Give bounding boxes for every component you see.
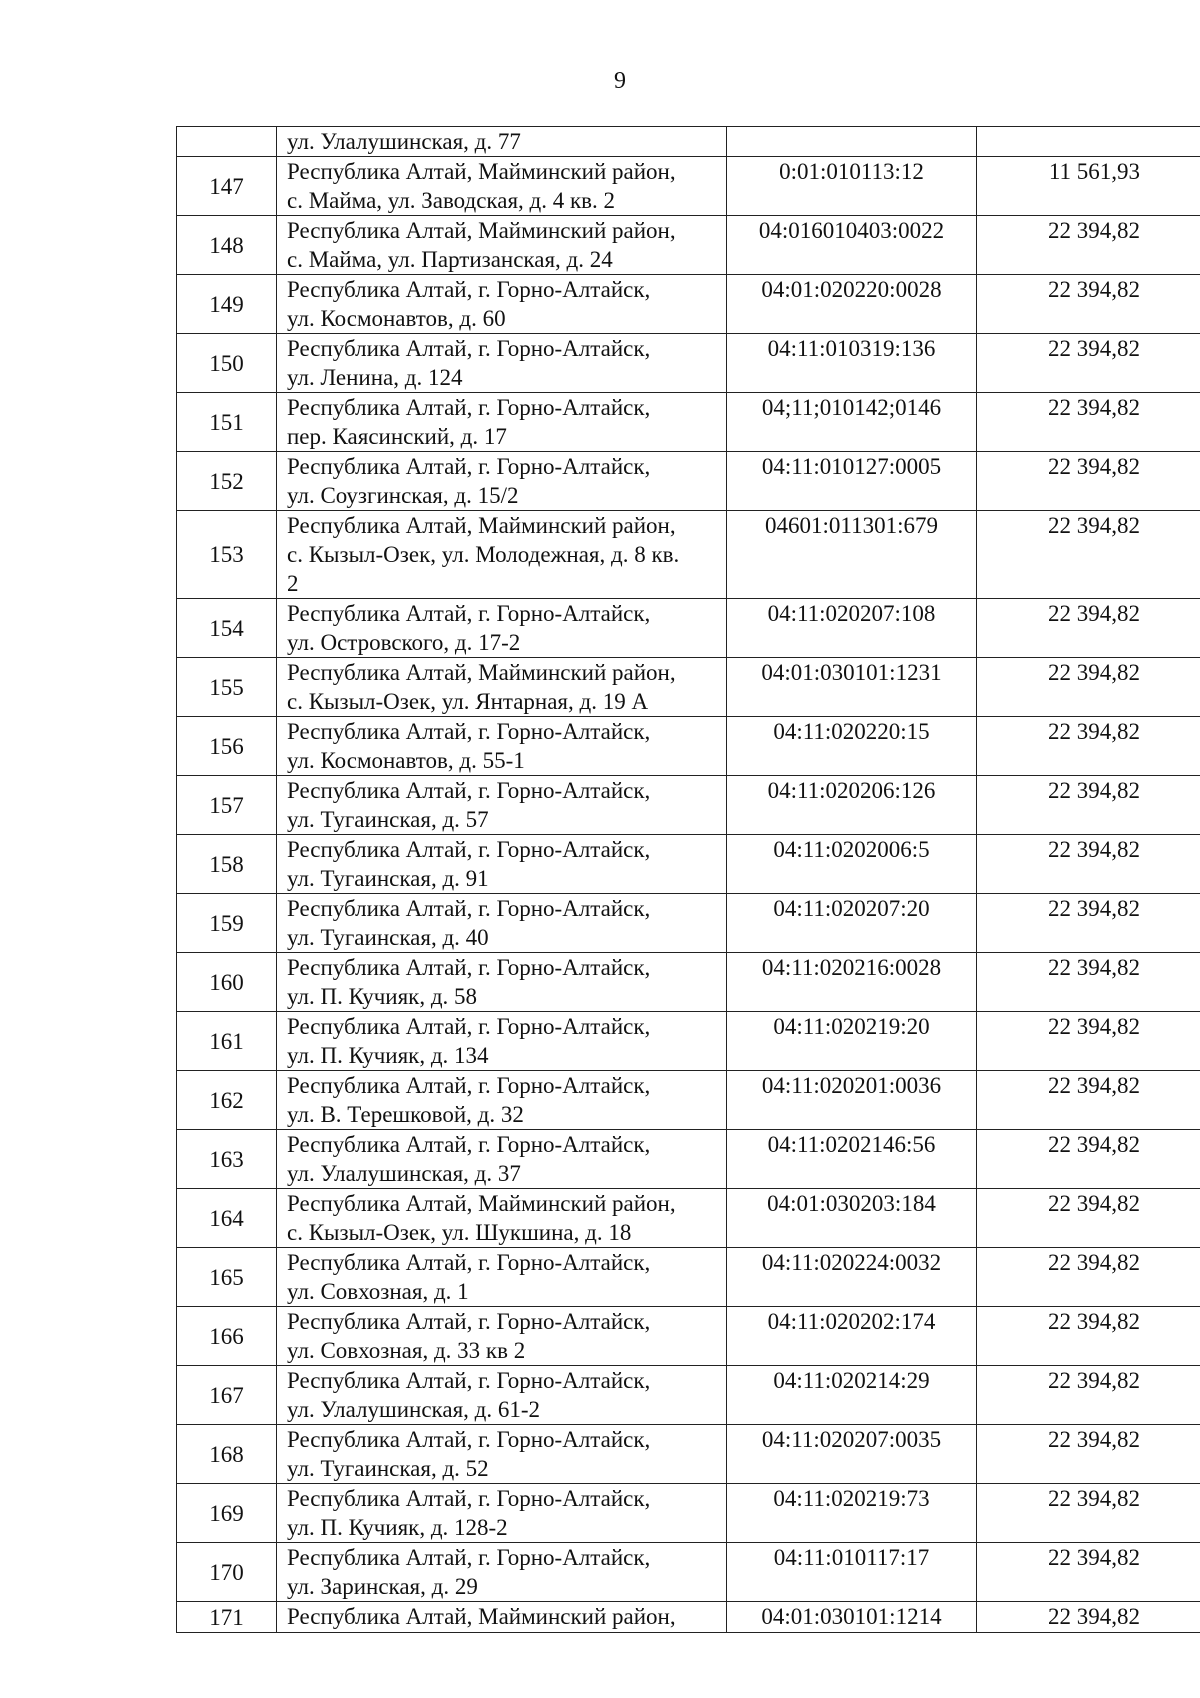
value-cell: 22 394,82 <box>977 452 1200 511</box>
row-number-cell: 157 <box>177 776 277 835</box>
cadastral-number-cell: 04:11:020207:0035 <box>727 1425 977 1484</box>
value-cell: 22 394,82 <box>977 1189 1200 1248</box>
cadastral-number-cell: 04:11:020219:20 <box>727 1012 977 1071</box>
address-line: ул. Островского, д. 17-2 <box>287 630 521 655</box>
table-row <box>177 835 1200 894</box>
table-row <box>177 1602 1200 1633</box>
table-row <box>177 1248 1200 1307</box>
value-cell: 22 394,82 <box>977 1012 1200 1071</box>
address-line: Республика Алтай, г. Горно-Алтайск, <box>287 1073 651 1098</box>
address-line: Республика Алтай, г. Горно-Алтайск, <box>287 778 651 803</box>
address-line: ул. Тугаинская, д. 52 <box>287 1456 489 1481</box>
address-line: Республика Алтай, Майминский район, <box>287 1191 676 1216</box>
row-number-cell: 156 <box>177 717 277 776</box>
address-line: Республика Алтай, г. Горно-Алтайск, <box>287 955 651 980</box>
row-number-cell: 159 <box>177 894 277 953</box>
cadastral-number-cell: 04:016010403:0022 <box>727 216 977 275</box>
address-line: ул. Улалушинская, д. 77 <box>287 129 521 154</box>
value-cell: 22 394,82 <box>977 776 1200 835</box>
address-cell <box>277 894 727 953</box>
address-cell <box>277 835 727 894</box>
address-line: с. Кызыл-Озек, ул. Молодежная, д. 8 кв. <box>287 542 680 567</box>
address-line: с. Майма, ул. Заводская, д. 4 кв. 2 <box>287 188 616 213</box>
cadastral-number-cell: 04:11:020207:108 <box>727 599 977 658</box>
address-line: Республика Алтай, г. Горно-Алтайск, <box>287 1309 651 1334</box>
address-cell <box>277 334 727 393</box>
cadastral-number-cell: 04:11:0202146:56 <box>727 1130 977 1189</box>
row-number-cell: 167 <box>177 1366 277 1425</box>
value-cell: 22 394,82 <box>977 658 1200 717</box>
address-line: Республика Алтай, г. Горно-Алтайск, <box>287 454 651 479</box>
table-row <box>177 953 1200 1012</box>
address-cell <box>277 452 727 511</box>
table-row <box>177 658 1200 717</box>
address-line: с. Майма, ул. Партизанская, д. 24 <box>287 247 613 272</box>
cadastral-number-cell: 04:01:030101:1231 <box>727 658 977 717</box>
cadastral-number-cell: 04:11:020224:0032 <box>727 1248 977 1307</box>
address-line: ул. Совхозная, д. 33 кв 2 <box>287 1338 526 1363</box>
table-row <box>177 599 1200 658</box>
cadastral-number-cell: 04:11:020214:29 <box>727 1366 977 1425</box>
address-line: Республика Алтай, Майминский район, <box>287 159 676 184</box>
row-number-cell: 152 <box>177 452 277 511</box>
cadastral-number-cell: 04:11:010319:136 <box>727 334 977 393</box>
address-line: ул. Заринская, д. 29 <box>287 1574 478 1599</box>
row-number-cell: 154 <box>177 599 277 658</box>
address-cell <box>277 953 727 1012</box>
table-row <box>177 894 1200 953</box>
table-row <box>177 1425 1200 1484</box>
property-registry-table <box>176 126 1200 1633</box>
address-line: Республика Алтай, г. Горно-Алтайск, <box>287 601 651 626</box>
value-cell: 22 394,82 <box>977 717 1200 776</box>
address-line: ул. Улалушинская, д. 61-2 <box>287 1397 541 1422</box>
row-number-cell: 160 <box>177 953 277 1012</box>
value-cell: 22 394,82 <box>977 1366 1200 1425</box>
cadastral-number-cell: 04:11:020201:0036 <box>727 1071 977 1130</box>
address-cell <box>277 1012 727 1071</box>
address-line: Республика Алтай, г. Горно-Алтайск, <box>287 1250 651 1275</box>
address-line: Республика Алтай, г. Горно-Алтайск, <box>287 719 651 744</box>
value-cell: 22 394,82 <box>977 1071 1200 1130</box>
row-number-cell: 168 <box>177 1425 277 1484</box>
value-cell: 22 394,82 <box>977 1602 1200 1633</box>
value-cell: 22 394,82 <box>977 1248 1200 1307</box>
value-cell: 11 561,93 <box>977 157 1200 216</box>
row-number-cell: 170 <box>177 1543 277 1602</box>
value-cell: 22 394,82 <box>977 1307 1200 1366</box>
row-number-cell: 171 <box>177 1602 277 1633</box>
value-cell: 22 394,82 <box>977 275 1200 334</box>
cadastral-number-cell: 04:11:020220:15 <box>727 717 977 776</box>
address-line: Республика Алтай, Майминский район, <box>287 218 676 243</box>
table-row <box>177 1071 1200 1130</box>
address-line: Республика Алтай, г. Горно-Алтайск, <box>287 837 651 862</box>
address-line: ул. Совхозная, д. 1 <box>287 1279 469 1304</box>
address-line: 2 <box>287 571 299 596</box>
value-cell: 22 394,82 <box>977 894 1200 953</box>
address-line: ул. П. Кучияк, д. 58 <box>287 984 478 1009</box>
cadastral-number-cell: 04601:011301:679 <box>727 511 977 599</box>
address-line: Республика Алтай, г. Горно-Алтайск, <box>287 1427 651 1452</box>
table-row <box>177 511 1200 599</box>
cadastral-number-cell: 04:01:030101:1214 <box>727 1602 977 1633</box>
address-line: ул. Соузгинская, д. 15/2 <box>287 483 519 508</box>
value-cell: 22 394,82 <box>977 1543 1200 1602</box>
value-cell: 22 394,82 <box>977 1425 1200 1484</box>
address-cell <box>277 216 727 275</box>
row-number-cell: 151 <box>177 393 277 452</box>
address-cell <box>277 1130 727 1189</box>
address-cell <box>277 1543 727 1602</box>
address-cell <box>277 157 727 216</box>
address-line: с. Кызыл-Озек, ул. Шукшина, д. 18 <box>287 1220 632 1245</box>
address-cell <box>277 1189 727 1248</box>
address-line: ул. Ленина, д. 124 <box>287 365 463 390</box>
cadastral-number-cell <box>727 127 977 157</box>
cadastral-number-cell: 04:11:020207:20 <box>727 894 977 953</box>
address-line: ул. Космонавтов, д. 60 <box>287 306 506 331</box>
address-line: Республика Алтай, г. Горно-Алтайск, <box>287 336 651 361</box>
address-line: ул. В. Терешковой, д. 32 <box>287 1102 524 1127</box>
table-row <box>177 452 1200 511</box>
row-number-cell: 155 <box>177 658 277 717</box>
address-cell <box>277 1071 727 1130</box>
address-cell <box>277 1602 727 1633</box>
cadastral-number-cell: 04:11:020206:126 <box>727 776 977 835</box>
table-row <box>177 1307 1200 1366</box>
address-line: ул. Космонавтов, д. 55-1 <box>287 748 525 773</box>
address-cell <box>277 776 727 835</box>
value-cell: 22 394,82 <box>977 835 1200 894</box>
row-number-cell <box>177 127 277 157</box>
table-row <box>177 1366 1200 1425</box>
address-line: ул. Тугаинская, д. 57 <box>287 807 489 832</box>
cadastral-number-cell: 04:11:0202006:5 <box>727 835 977 894</box>
address-line: с. Кызыл-Озек, ул. Янтарная, д. 19 А <box>287 689 649 714</box>
address-cell <box>277 599 727 658</box>
row-number-cell: 158 <box>177 835 277 894</box>
value-cell <box>977 127 1200 157</box>
value-cell: 22 394,82 <box>977 216 1200 275</box>
value-cell: 22 394,82 <box>977 953 1200 1012</box>
table-row <box>177 275 1200 334</box>
address-line: Республика Алтай, Майминский район, <box>287 1604 676 1629</box>
address-cell <box>277 1425 727 1484</box>
table-row <box>177 776 1200 835</box>
address-line: Республика Алтай, г. Горно-Алтайск, <box>287 1132 651 1157</box>
row-number-cell: 161 <box>177 1012 277 1071</box>
cadastral-number-cell: 04;11;010142;0146 <box>727 393 977 452</box>
table-row <box>177 1130 1200 1189</box>
address-line: пер. Каясинский, д. 17 <box>287 424 507 449</box>
address-line: Республика Алтай, Майминский район, <box>287 660 676 685</box>
cadastral-number-cell: 04:11:020202:174 <box>727 1307 977 1366</box>
table-row <box>177 216 1200 275</box>
table-row <box>177 717 1200 776</box>
row-number-cell: 150 <box>177 334 277 393</box>
address-line: ул. П. Кучияк, д. 134 <box>287 1043 489 1068</box>
value-cell: 22 394,82 <box>977 511 1200 599</box>
table-row <box>177 393 1200 452</box>
table-row <box>177 1012 1200 1071</box>
address-cell <box>277 1484 727 1543</box>
row-number-cell: 163 <box>177 1130 277 1189</box>
row-number-cell: 153 <box>177 511 277 599</box>
address-line: ул. П. Кучияк, д. 128-2 <box>287 1515 508 1540</box>
address-line: Республика Алтай, г. Горно-Алтайск, <box>287 1014 651 1039</box>
row-number-cell: 162 <box>177 1071 277 1130</box>
address-cell <box>277 717 727 776</box>
table-row <box>177 157 1200 216</box>
table-row <box>177 1189 1200 1248</box>
value-cell: 22 394,82 <box>977 599 1200 658</box>
cadastral-number-cell: 04:11:020216:0028 <box>727 953 977 1012</box>
address-line: ул. Тугаинская, д. 40 <box>287 925 489 950</box>
cadastral-number-cell: 04:11:010117:17 <box>727 1543 977 1602</box>
cadastral-number-cell: 0:01:010113:12 <box>727 157 977 216</box>
table-body <box>177 127 1200 1633</box>
address-cell <box>277 1248 727 1307</box>
address-line: Республика Алтай, г. Горно-Алтайск, <box>287 1545 651 1570</box>
cadastral-number-cell: 04:01:030203:184 <box>727 1189 977 1248</box>
address-line: Республика Алтай, г. Горно-Алтайск, <box>287 1486 651 1511</box>
address-line: Республика Алтай, г. Горно-Алтайск, <box>287 277 651 302</box>
address-line: Республика Алтай, г. Горно-Алтайск, <box>287 1368 651 1393</box>
row-number-cell: 164 <box>177 1189 277 1248</box>
page-number: 9 <box>614 68 626 94</box>
table-row <box>177 1543 1200 1602</box>
cadastral-number-cell: 04:01:020220:0028 <box>727 275 977 334</box>
address-line: Республика Алтай, Майминский район, <box>287 513 676 538</box>
address-cell <box>277 127 727 157</box>
row-number-cell: 148 <box>177 216 277 275</box>
row-number-cell: 166 <box>177 1307 277 1366</box>
table-row <box>177 334 1200 393</box>
cadastral-number-cell: 04:11:010127:0005 <box>727 452 977 511</box>
table-row <box>177 1484 1200 1543</box>
value-cell: 22 394,82 <box>977 1484 1200 1543</box>
address-cell <box>277 393 727 452</box>
value-cell: 22 394,82 <box>977 334 1200 393</box>
address-cell <box>277 511 727 599</box>
address-line: Республика Алтай, г. Горно-Алтайск, <box>287 896 651 921</box>
row-number-cell: 169 <box>177 1484 277 1543</box>
value-cell: 22 394,82 <box>977 1130 1200 1189</box>
address-cell <box>277 658 727 717</box>
row-number-cell: 147 <box>177 157 277 216</box>
cadastral-number-cell: 04:11:020219:73 <box>727 1484 977 1543</box>
value-cell: 22 394,82 <box>977 393 1200 452</box>
address-line: ул. Улалушинская, д. 37 <box>287 1161 521 1186</box>
address-cell <box>277 275 727 334</box>
address-cell <box>277 1366 727 1425</box>
table-row-continuation <box>177 127 1200 157</box>
address-line: ул. Тугаинская, д. 91 <box>287 866 489 891</box>
row-number-cell: 165 <box>177 1248 277 1307</box>
address-cell <box>277 1307 727 1366</box>
address-line: Республика Алтай, г. Горно-Алтайск, <box>287 395 651 420</box>
row-number-cell: 149 <box>177 275 277 334</box>
